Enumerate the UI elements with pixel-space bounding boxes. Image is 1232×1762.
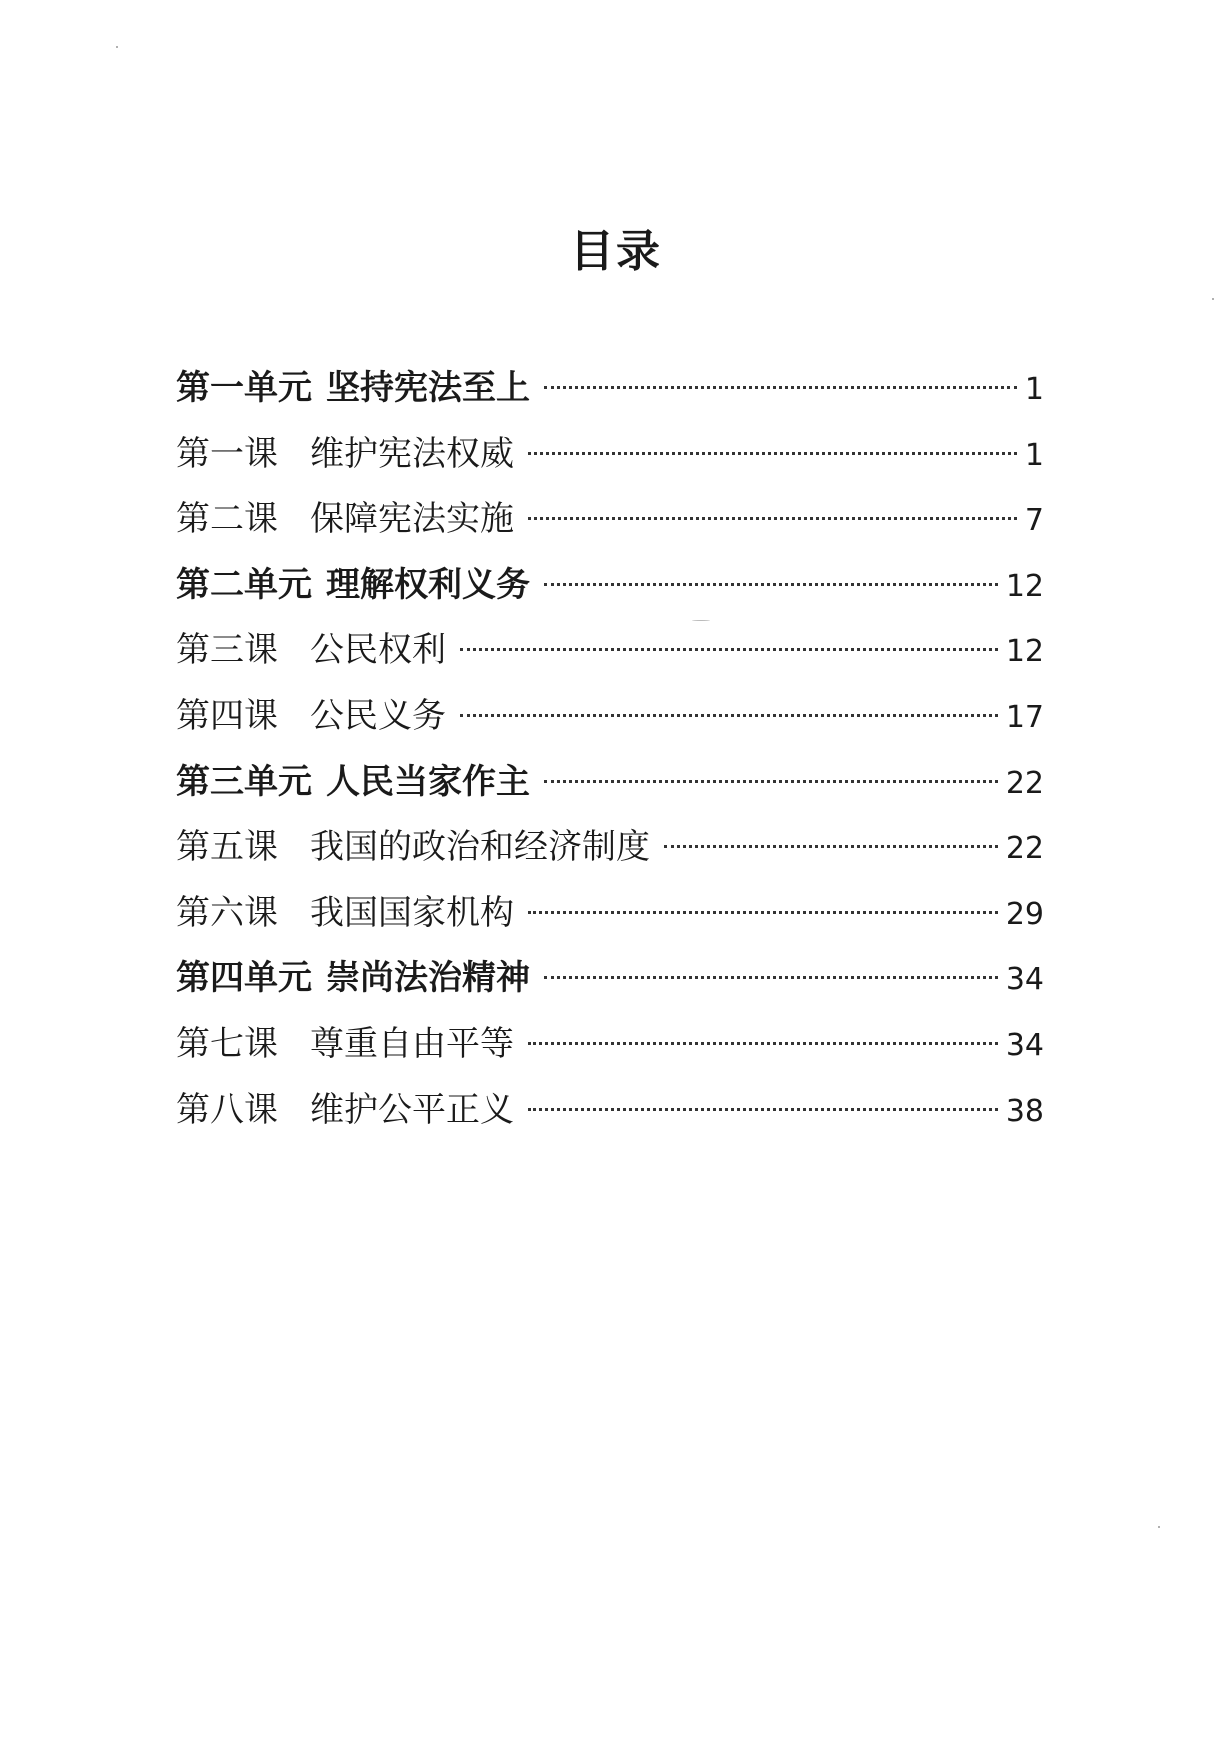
dot-leader [544,583,998,586]
toc-entry-number: 第一课 [176,433,278,474]
toc-entry-number: 第七课 [176,1023,278,1064]
toc-page-number: 34 [1005,1027,1044,1063]
toc-entry-name: 坚持宪法至上 [326,368,530,408]
toc-entry-number: 第一单元 [176,368,312,408]
toc-entry-number: 第二课 [176,499,278,540]
scan-speck [1158,1526,1160,1528]
toc-lesson-3[interactable] [176,618,1044,684]
toc-lesson-7[interactable] [176,1012,1044,1078]
dot-leader [664,845,998,848]
dot-leader [460,714,998,717]
dot-leader [528,517,1017,520]
toc-page-number: 22 [1005,765,1044,801]
toc-entry-number: 第六课 [176,892,278,933]
toc-entry-number: 第四课 [176,695,278,736]
dot-leader [544,976,998,979]
dot-leader [528,452,1017,455]
toc-entry-number: 第二单元 [176,564,312,605]
toc-entry-label [176,750,530,816]
toc-page-number: 38 [1005,1093,1044,1129]
scan-speck [1212,298,1214,300]
table-of-contents [176,356,1044,1143]
toc-unit-2[interactable] [176,553,1044,619]
toc-entry-name: 公民权利 [310,630,446,671]
toc-entry-number: 第三课 [176,630,278,671]
toc-page-number: 1 [1024,437,1044,473]
toc-entry-name: 崇尚法治精神 [326,958,530,999]
page-title: 目录 [570,226,662,277]
dot-leader [528,911,998,914]
toc-entry-label [176,553,530,619]
toc-lesson-1[interactable] [176,422,1044,488]
dot-leader [528,1042,998,1045]
toc-entry-label [176,946,530,1012]
toc-page-number: 12 [1005,634,1044,670]
scan-speck [692,620,710,621]
toc-unit-4[interactable] [176,946,1044,1012]
toc-entry-label [176,1012,514,1078]
dot-leader [528,1108,998,1111]
toc-entry-name: 人民当家作主 [326,761,530,802]
toc-lesson-4[interactable] [176,684,1044,750]
dot-leader [544,386,1017,389]
toc-entry-label [176,487,514,553]
toc-unit-1[interactable] [176,356,1044,422]
toc-lesson-8[interactable] [176,1078,1044,1144]
toc-entry-label [176,684,446,750]
toc-unit-3[interactable] [176,750,1044,816]
toc-entry-label [176,1078,514,1144]
toc-entry-label [176,881,514,947]
toc-lesson-6[interactable] [176,881,1044,947]
toc-page-number: 17 [1005,699,1044,735]
toc-entry-number: 第五课 [176,827,278,868]
toc-entry-name: 我国的政治和经济制度 [310,827,650,868]
toc-entry-label [176,356,530,422]
toc-page-number: 22 [1005,831,1044,867]
toc-page-number: 29 [1005,896,1044,932]
toc-entry-name: 理解权利义务 [326,564,530,605]
toc-entry-number: 第四单元 [176,958,312,999]
toc-entry-name: 维护公平正义 [310,1089,514,1130]
toc-entry-name: 尊重自由平等 [310,1023,514,1064]
toc-lesson-5[interactable] [176,815,1044,881]
toc-page-number: 34 [1005,962,1044,998]
toc-page-number: 12 [1005,568,1044,604]
toc-entry-name: 维护宪法权威 [310,433,514,474]
toc-page-number: 7 [1024,503,1044,539]
toc-entry-name: 保障宪法实施 [310,499,514,540]
toc-entry-label [176,815,650,881]
toc-page-number: 1 [1024,372,1044,407]
scan-speck [116,46,118,48]
toc-lesson-2[interactable] [176,487,1044,553]
toc-entry-label [176,618,446,684]
toc-entry-name: 公民义务 [310,695,446,736]
toc-entry-name: 我国国家机构 [310,892,514,933]
dot-leader [544,780,998,783]
dot-leader [460,648,998,651]
toc-entry-label [176,422,514,488]
toc-entry-number: 第八课 [176,1089,278,1130]
toc-entry-number: 第三单元 [176,761,312,802]
